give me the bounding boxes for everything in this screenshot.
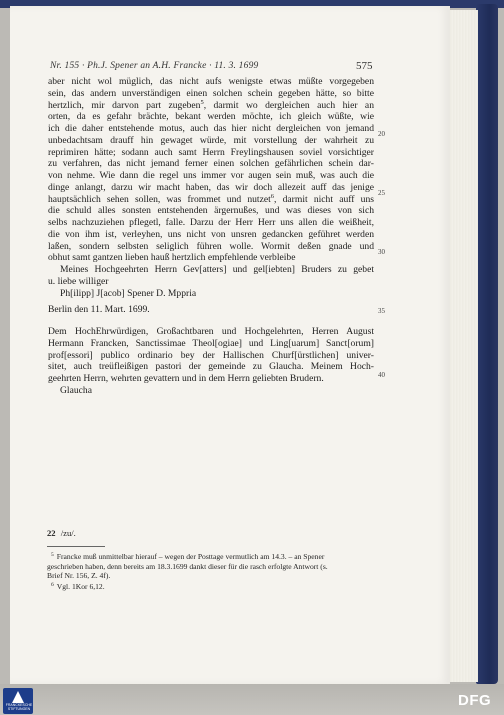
text-line: hertzlich, mir darvon part zugeben$^5$, darmit wo dergleichen auch hier an <box>48 98 374 111</box>
text-line: reprimiren hätte; sodann auch samt Herrn Freylingshausen soviel vorsichtiger <box>48 146 374 158</box>
running-header <box>50 61 380 71</box>
page-number: 575 <box>356 60 373 72</box>
text-line: unbedachtsam drauff hin gewaget würde, mit vorstellung der wahrheit zu <box>48 134 374 146</box>
footnote-divider <box>47 546 105 547</box>
text-line: ich die daher entstehende motus, auch das hier nicht dergleichen von jemand <box>48 123 374 134</box>
text-line: die schuld alles sonsten entstehenden ärgernußes, und was dieses von sich <box>48 205 374 217</box>
page-stack-edge <box>448 10 478 682</box>
text-line: selbs nachzuziehen pflegetl, falle. Darzu der Herr Herr uns allen die weißheit, <box>48 217 374 228</box>
variant-text: /zu/. <box>60 528 76 538</box>
closing-line: u. liebe williger <box>48 275 109 287</box>
dfg-logo[interactable]: DFG <box>458 692 492 709</box>
text-line: aber nicht wol müglich, das nicht aufs wenigste etwas müßte vorgegeben <box>48 76 374 87</box>
line-number: 35 <box>378 307 385 315</box>
text-line: obhut samt gantzen lieben hauß hertzlich empfehlende verbleibe <box>48 252 296 264</box>
closing-line: Meines Hochgeehrten Herrn Gev[atters] und gel[iebten] Bruders zu gebet <box>60 264 374 275</box>
variant-apparatus <box>47 528 76 538</box>
line-number: 30 <box>378 248 385 256</box>
footnotes <box>47 551 375 591</box>
text-line: dinge anlangt, darzu wir macht haben, das wir doch allezeit auff das jenige <box>48 181 374 193</box>
address-line: sitet, auch treüfleißigen pastori der gemeinde zu Glaucha. Meinem Hoch- <box>48 361 374 373</box>
address-line: prof[essori] publico ordinario bey der Hallischen Churf[ürstlichen] univer- <box>48 349 374 361</box>
address-line: Dem HochEhrwürdigen, Großachtbaren und Hochgelehrten, Herren August <box>48 326 374 337</box>
footnote-5-cont: Brief Nr. 156, Z. 4f). <box>47 571 111 581</box>
running-title: Nr. 155 · Ph.J. Spener an A.H. Francke · 11. 3. 1699 <box>50 61 259 71</box>
address-line: Glaucha <box>60 384 92 396</box>
variant-line-ref: 22 <box>47 528 56 538</box>
signature: Ph[ilipp] J[acob] Spener D. Mppria <box>60 287 197 299</box>
text-line: laßen, sondern selbsten seliglich führen wolle. Wormit deßen gnade und <box>48 240 374 252</box>
footnote-ref[interactable]: 5 <box>200 98 204 106</box>
dateline: Berlin den 11. Mart. 1699. <box>48 304 150 316</box>
text-line: sein, das andern unverständigen einen solchen schein gegeben hätte, so bitte <box>48 87 374 99</box>
viewer-footer <box>0 684 504 715</box>
line-number: 40 <box>378 371 385 379</box>
text-line: von nehme. Wie dann die regel uns immer vor augen sein muß, was auch die <box>48 170 374 181</box>
book-cover-spine-edge <box>476 4 498 684</box>
address-line: Hermann Francken, Sanctissimae Theol[ogiae] und Ling[uarum] Sanct[orum] <box>48 337 374 349</box>
footnote-5: $^5$ Francke muß unmittelbar hierauf – wegen der Posttage vermutlich am 14.3. – an Spener <box>51 552 325 561</box>
text-line: die von ihm ist, verleyhen, uns nicht von unsren gedancken geführet werden <box>48 228 374 240</box>
line-number: 25 <box>378 189 385 197</box>
footnote-5-cont: geschrieben haben, denn bereits am 18.3.1699 dankt dieser für die rasch erfolgte Antwort (s. <box>47 561 328 571</box>
line-number: 20 <box>378 130 385 138</box>
footnote-6: $^6$ Vgl. 1Kor 6,12. <box>51 581 105 591</box>
letter-body <box>48 76 374 397</box>
address-line: geehrten Herrn, wehrten gevattern und in dem Herrn geliebten Brudern. <box>48 373 324 384</box>
logo-caption: FRANCKESCHE STIFTUNGEN <box>5 703 33 711</box>
text-line: orten, da es gefahr brächte, bekant werden möchte, ich gleich wüßte, wie <box>48 111 374 123</box>
text-line: zu verfahren, das nicht jemand ferner einen solchen gefährlichen schein dar- <box>48 158 374 170</box>
logo-emblem-icon <box>12 691 24 703</box>
footnote-ref[interactable]: 6 <box>270 192 275 200</box>
text-line: hauptsächlich sehen sollen, was frommet und nutzet$^6$, darmit nicht auff uns <box>48 192 374 205</box>
